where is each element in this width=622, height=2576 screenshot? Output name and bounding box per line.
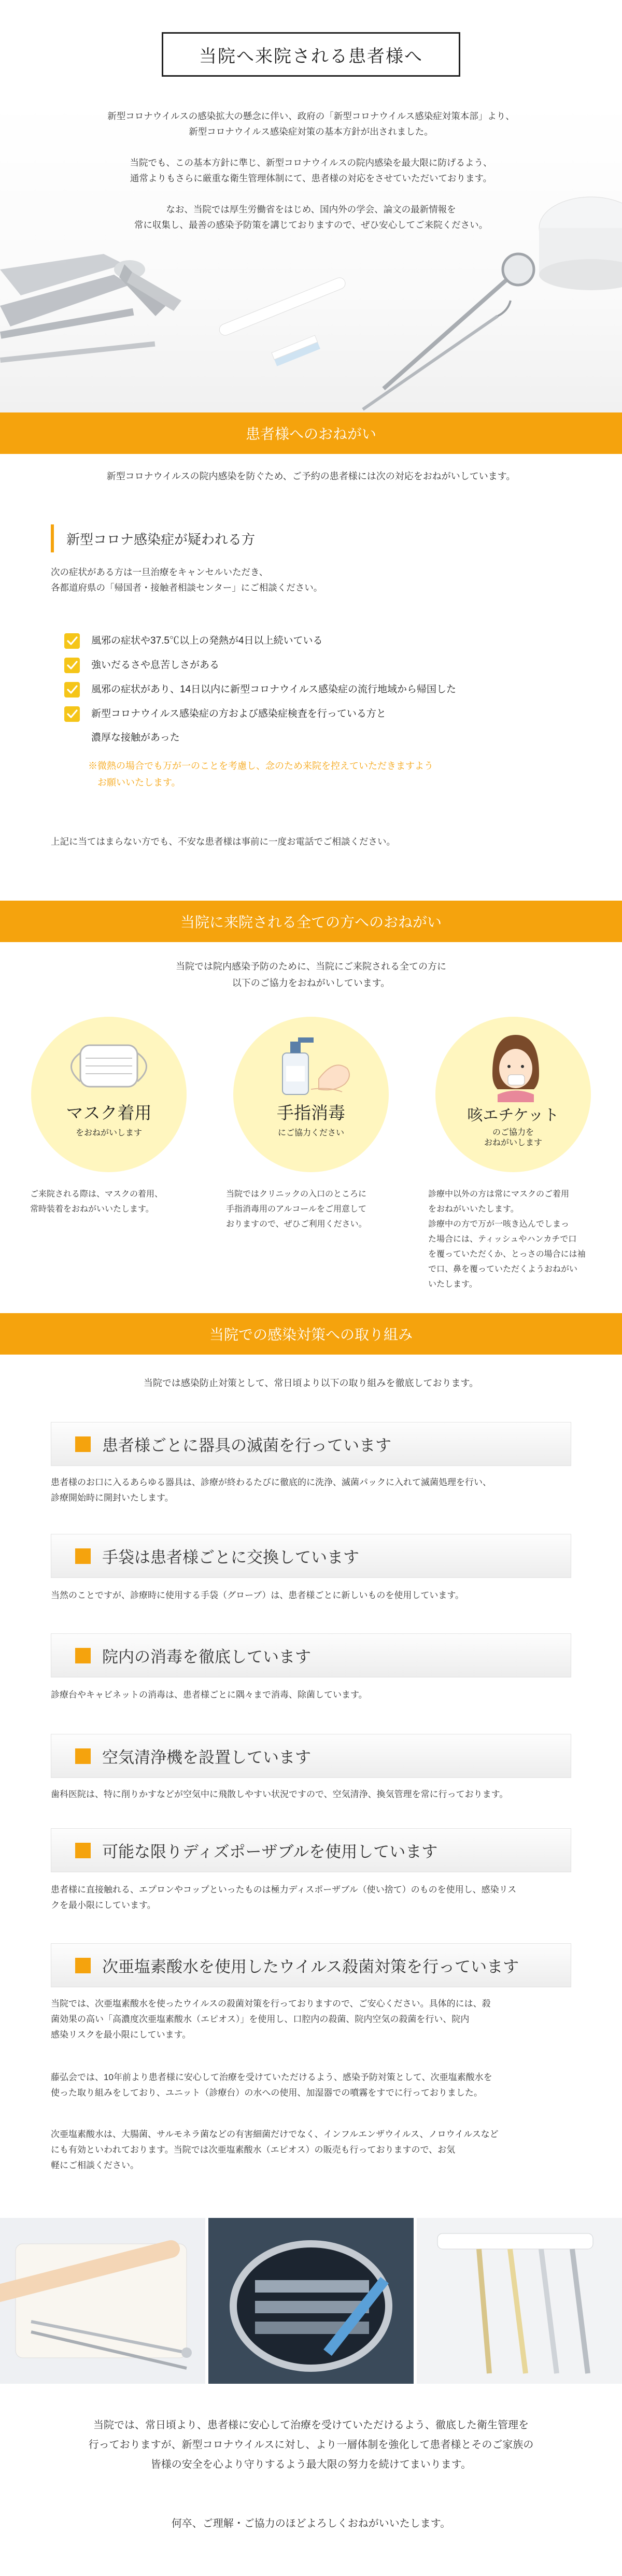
measure-title: 患者様ごとに器具の滅菌を行っています <box>102 1436 391 1455</box>
mask-sub: をおねがいします <box>75 1128 142 1137</box>
square-bullet-icon <box>75 1436 91 1452</box>
cough-title: 咳エチケット <box>467 1106 559 1125</box>
mask-text: ご来院される際は、マスクの着用、 常時装着をおねがいいたします。 <box>30 1190 163 1214</box>
check-icon <box>64 658 80 673</box>
intro-paragraph: なお、当院では厚生労働省をはじめ、国内外の学会、論文の最新情報を 常に収集し、最善の感染予防策を講じておりますので、ぜひ安心してご来院ください。 <box>134 205 488 231</box>
dental-unit-image <box>417 2218 622 2384</box>
measure-title: 空気清浄機を設置しています <box>102 1748 311 1767</box>
coughing-woman-icon <box>435 1017 591 1172</box>
measure-header <box>51 1734 571 1778</box>
mask-circle <box>31 1017 187 1172</box>
subhead-suspected-covid: 新型コロナ感染症が疑われる方 <box>51 524 571 552</box>
checklist-text: 強いだるさや息苦しさがある <box>91 660 220 671</box>
cough-sub: のご協力を おねがいします <box>484 1127 542 1147</box>
measure-extra-text: 藤弘会では、10年前より患者様に安心して治療を受けていただけるよう、感染予防対策として、次亜塩素酸水を 使った取り組みをしており、ユニット（診療台）の水への使用、加湿器での噴霧をすでに行っておりました。 <box>51 2072 492 2098</box>
measure-header <box>51 1943 571 1987</box>
measure-extra-text: 次亜塩素酸水は、大腸菌、サルモネラ菌などの有害細菌だけでなく、インフルエンザウイルス、ノロウイルスなど にも有効といわれております。当院では次亜塩素酸水（エピオス）の販売も行っておりますので、お気 軽にご相談ください。 <box>51 2129 499 2170</box>
cough-circle <box>435 1017 591 1172</box>
autoclave-image <box>208 2218 414 2384</box>
measure-header <box>51 1422 571 1466</box>
square-bullet-icon <box>75 1548 91 1564</box>
measure-title: 院内の消毒を徹底しています <box>102 1648 311 1667</box>
hero-section <box>0 98 622 420</box>
sanitizer-title: 手指消毒 <box>277 1103 345 1123</box>
measure-text: 当然のことですが、診療時に使用する手袋（グローブ）は、患者様ごとに新しいものを使用しています。 <box>51 1590 464 1600</box>
square-bullet-icon <box>75 1843 91 1858</box>
measure-title: 可能な限りディズポーザブルを使用しています <box>102 1843 438 1861</box>
dental-tools-image <box>0 2218 205 2384</box>
section2-lead: 当院では院内感染予防のために、当院にご来院される全ての方に 以下のご協力をおねがいしています。 <box>176 961 446 989</box>
sanitizer-icon <box>233 1017 389 1172</box>
measure-header <box>51 1828 571 1872</box>
section3-lead: 当院では感染防止対策として、常日頃より以下の取り組みを徹底しております。 <box>143 1378 479 1389</box>
checklist-item <box>64 682 531 698</box>
square-bullet-icon <box>75 1648 91 1663</box>
section-header-infection-control: 当院での感染対策への取り組み <box>0 1313 622 1355</box>
dental-unit-photo <box>417 2218 622 2384</box>
cough-text: 診療中以外の方は常にマスクのご着用 をおねがいいたします。 診療中の方で万が一咳き込んでしまっ た場合には、ティッシュやハンカチで口 を覆っていただくか、とっさの場合には袖 で口、鼻を覆っていただくようおねがい いたします。 <box>428 1190 586 1289</box>
intro-text <box>0 109 622 249</box>
section1-footer: 上記に当てはまらない方でも、不安な患者様は事前に一度お電話でご相談ください。 <box>51 837 395 847</box>
symptom-checklist <box>64 633 531 791</box>
intro-paragraph: 当院でも、この基本方針に準じ、新型コロナウイルスの院内感染を最大限に防げるよう、 通常よりもさらに厳重な衛生管理体制にて、患者様の対応をさせていただいております。 <box>130 158 492 184</box>
section1-lead: 新型コロナウイルスの院内感染を防ぐため、ご予約の患者様には次の対応をおねがいしています。 <box>106 471 516 482</box>
measure-text: 患者様のお口に入るあらゆる器具は、診療が終わるたびに徹底的に洗浄、滅菌パックに入れて滅菌処理を行い、 診療開始時に開封いたします。 <box>51 1477 491 1503</box>
sanitizer-circle <box>233 1017 389 1172</box>
section-header-all-visitors: 当院に来院される全ての方へのおねがい <box>0 901 622 942</box>
fever-note: ※微熱の場合でも万が一のことを考慮し、念のため来院を控えていただきますよう お願いいたします。 <box>88 761 433 788</box>
checklist-item <box>64 706 531 750</box>
closing-thanks: 何卒、ご理解・ご協力のほどよろしくおねがいいたします。 <box>171 2517 451 2529</box>
measure-title: 次亜塩素酸水を使用したウイルス殺菌対策を行っています <box>102 1958 519 1976</box>
checklist-item <box>64 658 531 673</box>
check-icon <box>64 706 80 722</box>
measure-text: 歯科医院は、特に削りかすなどが空気中に飛散しやすい状況ですので、空気清浄、換気管理を常に行っております。 <box>51 1789 508 1799</box>
checklist-text: 風邪の症状や37.5℃以上の発熱が4日以上続いている <box>91 635 323 646</box>
measure-header <box>51 1633 571 1677</box>
check-icon <box>64 682 80 698</box>
dental-tools-photo <box>0 2218 205 2384</box>
measure-title: 手袋は患者様ごとに交換しています <box>102 1548 359 1567</box>
measure-text: 診療台やキャビネットの消毒は、患者様ごとに隅々まで消毒、除菌しています。 <box>51 1690 367 1700</box>
check-icon <box>64 633 80 649</box>
checklist-text: 風邪の症状があり、14日以内に新型コロナウイルス感染症の流行地域から帰国した <box>91 684 456 695</box>
intro-paragraph: 新型コロナウイルスの感染拡大の懸念に伴い、政府の「新型コロナウイルス感染症対策本部」より、 新型コロナウイルス感染症対策の基本方針が出されました。 <box>107 111 515 137</box>
measure-text: 当院では、次亜塩素酸水を使ったウイルスの殺菌対策を行っておりますので、ご安心ください。具体的には、殺 菌効果の高い「高濃度次亜塩素酸水（エピオス）」を使用し、口腔内の殺菌、院内空気の殺菌を行い、院内 感染リスクを最小限にしています。 <box>51 1999 491 2040</box>
sanitizer-text: 当院ではクリニックの入口のところに 手指消毒用のアルコールをご用意して おりますので、ぜひご利用ください。 <box>226 1190 367 1229</box>
measure-header <box>51 1534 571 1578</box>
mask-title: マスク着用 <box>66 1103 152 1123</box>
sanitizer-sub: にご協力ください <box>277 1128 344 1137</box>
checklist-item <box>64 633 531 649</box>
checklist-text: 新型コロナウイルス感染症の方および感染症検査を行っている方と 濃厚な接触があった <box>91 708 386 743</box>
measure-text: 患者様に直接触れる、エプロンやコップといったものは極力ディスポーザブル（使い捨て）のものを使用し、感染リス クを最小限にしています。 <box>51 1885 517 1910</box>
square-bullet-icon <box>75 1958 91 1973</box>
square-bullet-icon <box>75 1748 91 1764</box>
closing-text: 当院では、常日頃より、患者様に安心して治療を受けていただけるよう、徹底した衛生管理を 行っておりますが、新型コロナウイルスに対し、より一層体制を強化して患者様とそのご家族の 皆様の安全を心より守りするよう最大限の努力を続けてまいります。 <box>88 2418 534 2470</box>
mask-icon <box>31 1017 187 1172</box>
section1-desc: 次の症状がある方は一旦治療をキャンセルいただき、 各都道府県の「帰国者・接触者相談センター」にご相談ください。 <box>51 567 323 593</box>
autoclave-photo <box>208 2218 414 2384</box>
section-header-patient-request: 患者様へのおねがい <box>0 412 622 454</box>
page-title: 当院へ来院される患者様へ <box>162 32 460 77</box>
